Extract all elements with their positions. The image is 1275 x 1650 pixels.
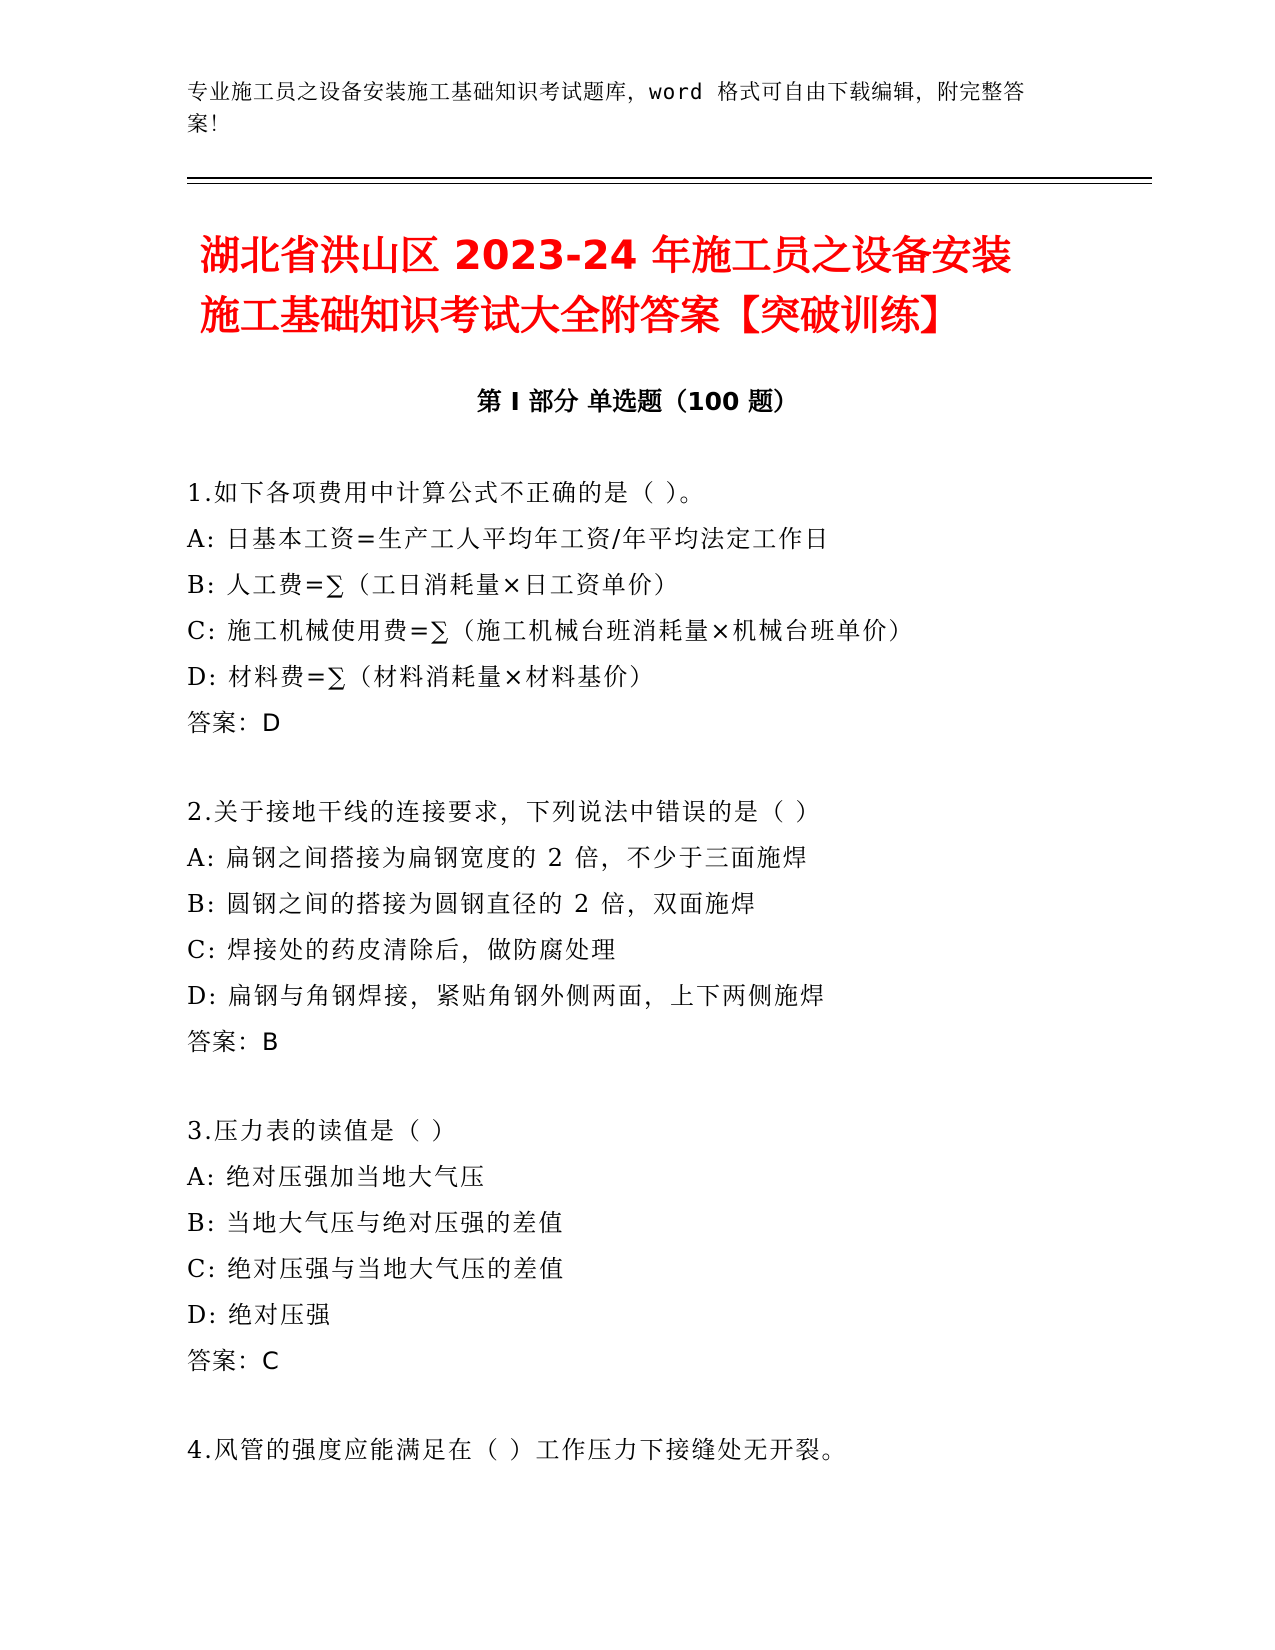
question-1 bbox=[187, 470, 1107, 746]
title-line-2: 施工基础知识考试大全附答案【突破训练】 bbox=[200, 293, 960, 339]
option-c: C: 绝对压强与当地大气压的差值 bbox=[187, 1255, 566, 1283]
option-c: C: 焊接处的药皮清除后，做防腐处理 bbox=[187, 936, 618, 964]
option-a: A: 扁钢之间搭接为扁钢宽度的 2 倍，不少于三面施焊 bbox=[187, 844, 809, 872]
option-b: B: 圆钢之间的搭接为圆钢直径的 2 倍，双面施焊 bbox=[187, 890, 757, 918]
question-2 bbox=[187, 789, 1107, 1065]
header-divider-thick bbox=[187, 177, 1152, 179]
question-stem: 2.关于接地干线的连接要求，下列说法中错误的是（ ） bbox=[187, 798, 822, 826]
question-stem: 4.风管的强度应能满足在（ ）工作压力下接缝处无开裂。 bbox=[187, 1436, 848, 1464]
answer-line: 答案：D bbox=[187, 709, 282, 737]
question-stem: 1.如下各项费用中计算公式不正确的是（ ）。 bbox=[187, 479, 706, 507]
option-d: D: 绝对压强 bbox=[187, 1301, 332, 1329]
option-a: A: 绝对压强加当地大气压 bbox=[187, 1163, 487, 1191]
question-list bbox=[187, 470, 1107, 1516]
answer-line: 答案：C bbox=[187, 1347, 280, 1375]
option-b: B: 当地大气压与绝对压强的差值 bbox=[187, 1209, 565, 1237]
section-heading: 第 I 部分 单选题（100 题） bbox=[476, 387, 799, 416]
question-4 bbox=[187, 1427, 1107, 1473]
header-note: 专业施工员之设备安装施工基础知识考试题库，word 格式可自由下载编辑，附完整答案！ bbox=[187, 80, 1026, 136]
option-d: D: 扁钢与角钢焊接，紧贴角钢外侧两面，上下两侧施焊 bbox=[187, 982, 826, 1010]
question-stem: 3.压力表的读值是（ ） bbox=[187, 1117, 458, 1145]
answer-line: 答案：B bbox=[187, 1028, 280, 1056]
header-divider-thin bbox=[187, 183, 1152, 184]
option-c: C: 施工机械使用费=∑（施工机械台班消耗量×机械台班单价） bbox=[187, 617, 915, 645]
question-3 bbox=[187, 1108, 1107, 1384]
option-d: D: 材料费=∑（材料消耗量×材料基价） bbox=[187, 663, 656, 691]
option-a: A: 日基本工资=生产工人平均年工资/年平均法定工作日 bbox=[187, 525, 831, 553]
document-title bbox=[200, 226, 1100, 346]
title-line-1: 湖北省洪山区 2023-24 年施工员之设备安装 bbox=[200, 233, 1012, 279]
option-b: B: 人工费=∑（工日消耗量×日工资单价） bbox=[187, 571, 680, 599]
